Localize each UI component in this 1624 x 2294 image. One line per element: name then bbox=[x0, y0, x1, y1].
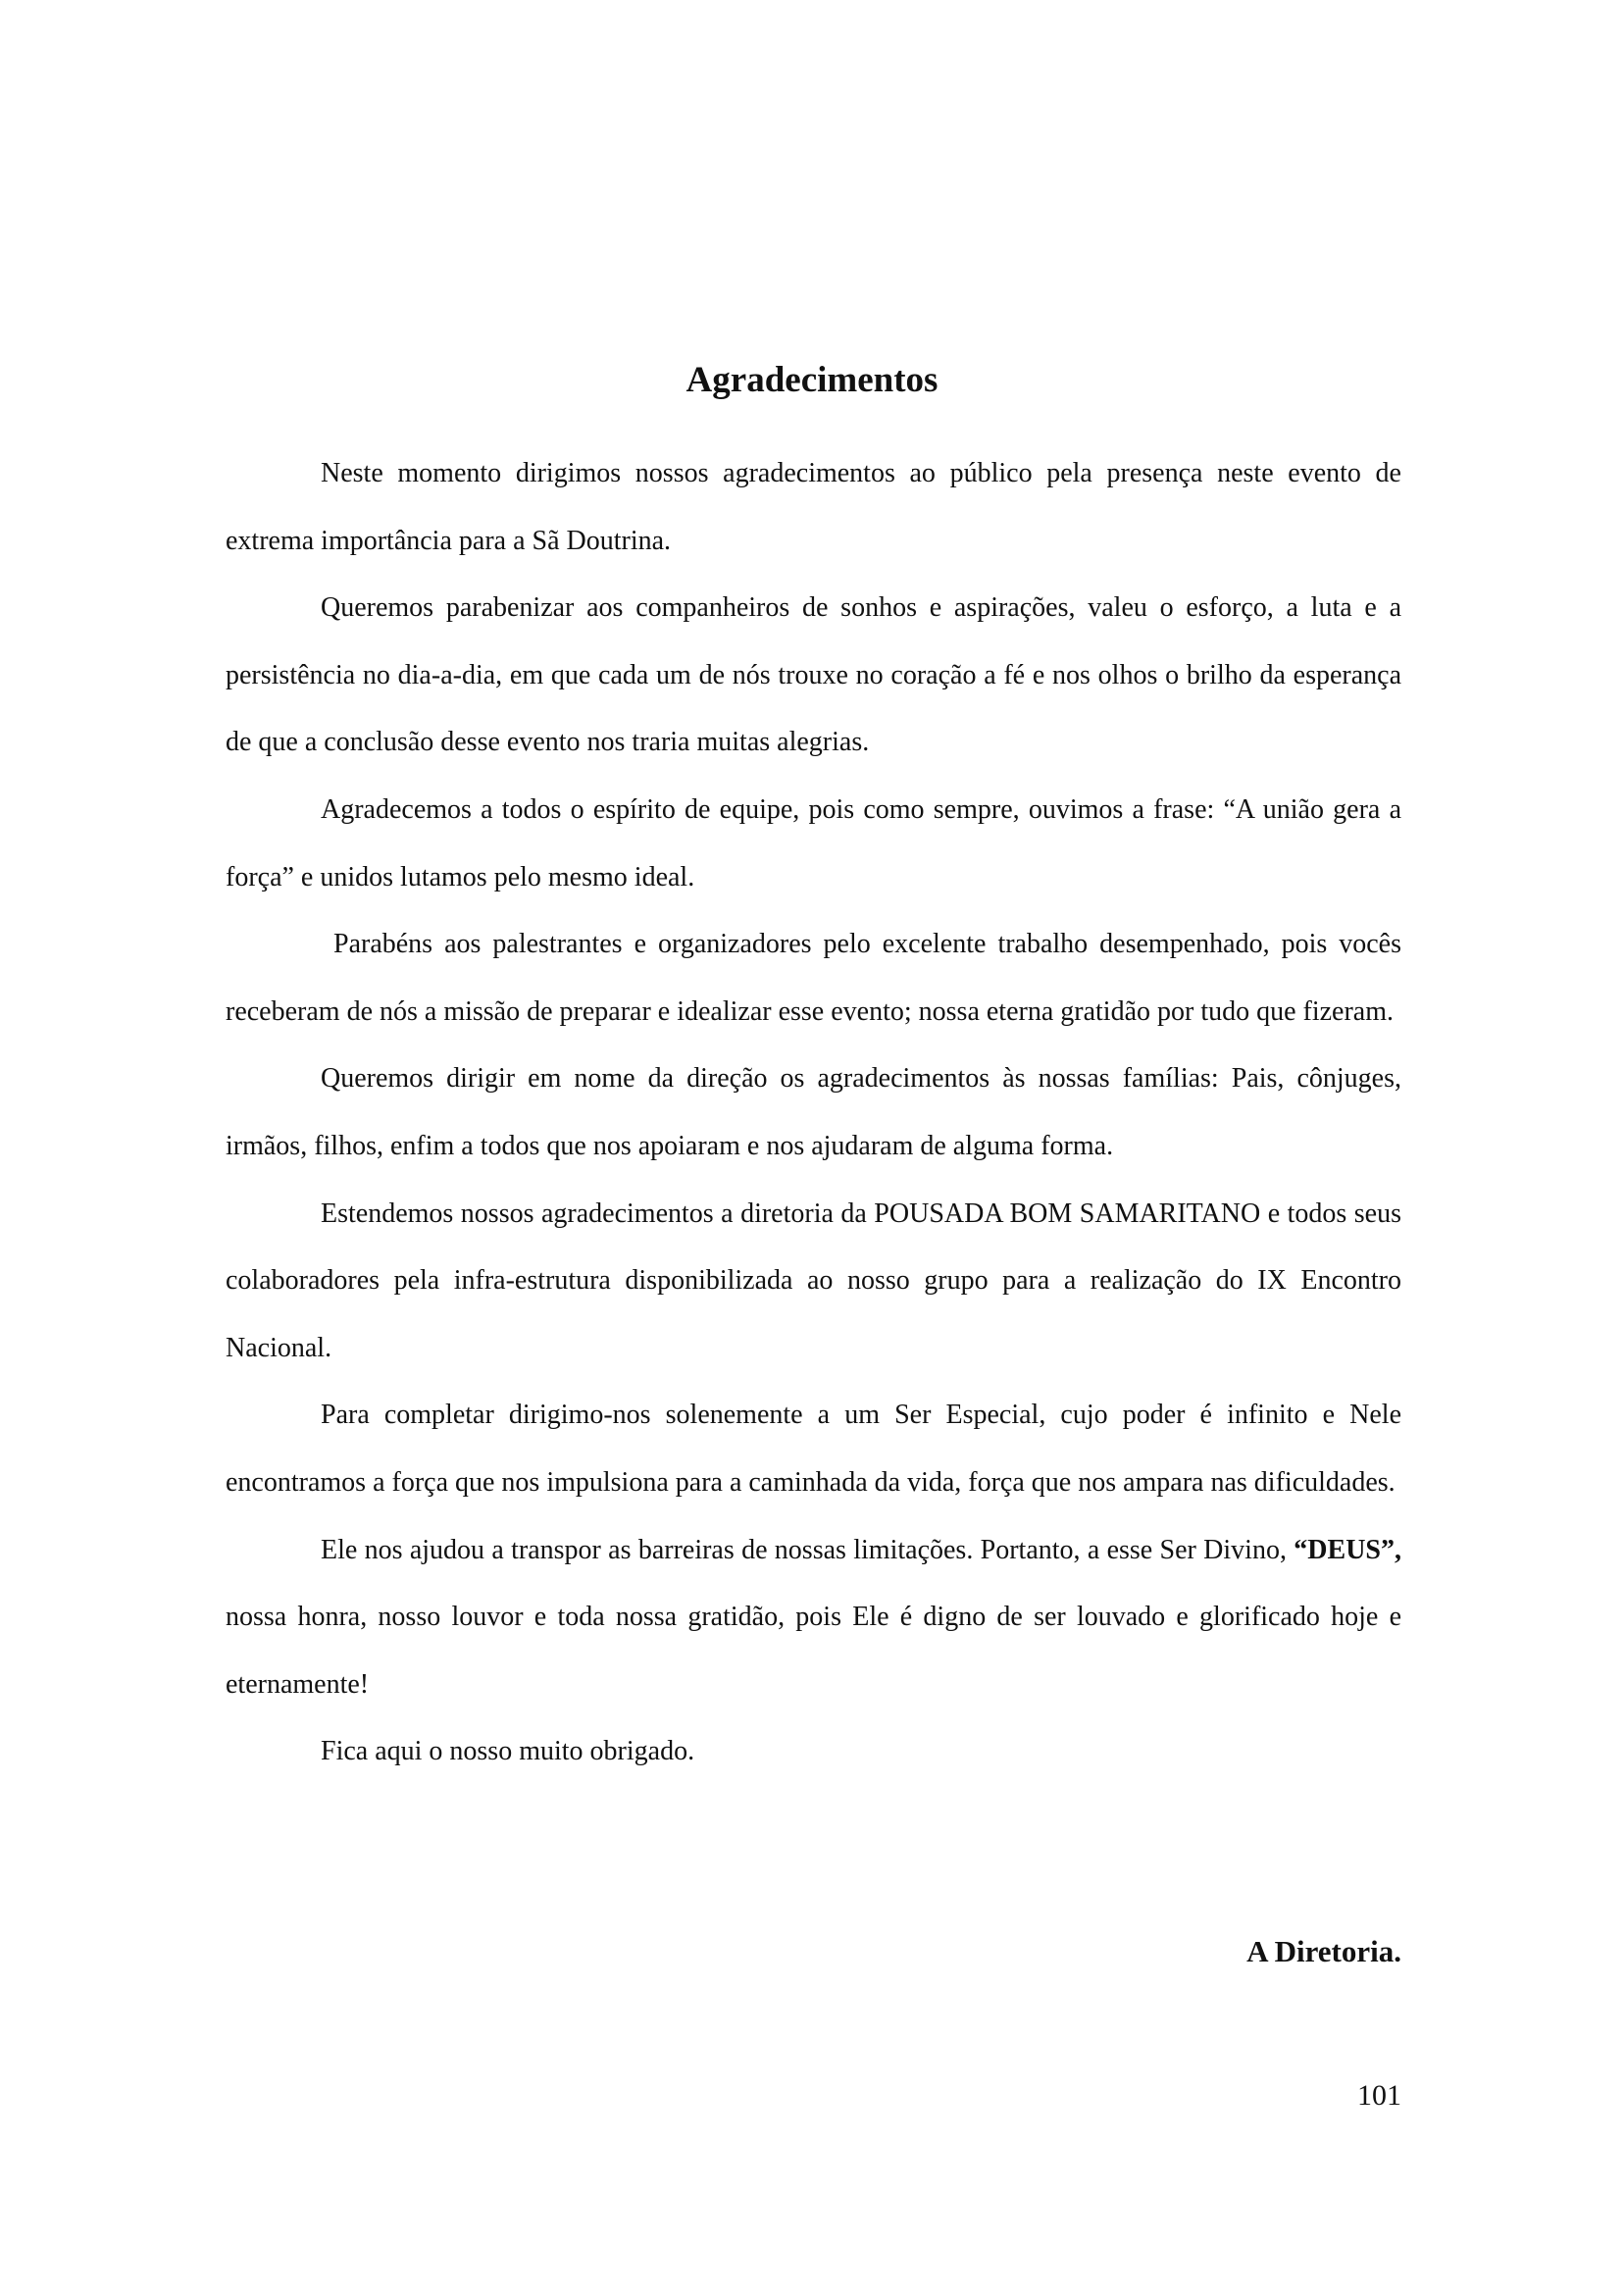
paragraph-6: Estendemos nossos agradecimentos a diretoria da POUSADA BOM SAMARITANO e todos seus colaboradores pela infra-estrutura disponibilizada ao nosso grupo para a realização do IX Encontro Nacional. bbox=[226, 1198, 1401, 1363]
paragraph-8-end: nossa honra, nosso louvor e toda nossa gratidão, pois Ele é digno de ser louvado e glorificado hoje e eternamente! bbox=[226, 1602, 1401, 1700]
page-number: 101 bbox=[1357, 2079, 1401, 2112]
paragraph-1: Neste momento dirigimos nossos agradecimentos ao público pela presença neste evento de extrema importância para a Sã Doutrina. bbox=[226, 458, 1401, 556]
page-title: Agradecimentos bbox=[685, 360, 939, 400]
paragraph-2: Queremos parabenizar aos companheiros de sonhos e aspirações, valeu o esforço, a luta e a persistência no dia-a-dia, em que cada um de nós trouxe no coração a fé e nos olhos o brilho da esperança de que a conclusão desse evento nos traria muitas alegrias. bbox=[226, 592, 1401, 758]
paragraph-7: Para completar dirigimo-nos solenemente a um Ser Especial, cujo poder é infinito e Nele encontramos a força que nos impulsiona para a caminhada da vida, força que nos ampara nas dificuldades. bbox=[226, 1400, 1401, 1498]
signature: A Diretoria. bbox=[1246, 1934, 1401, 1968]
paragraph-8-start: Ele nos ajudou a transpor as barreiras de nossas limitações. Portanto, a esse Ser Divino, bbox=[321, 1534, 1294, 1565]
deus-emphasis: “DEUS”, bbox=[1294, 1534, 1401, 1565]
paragraph-3: Agradecemos a todos o espírito de equipe, pois como sempre, ouvimos a frase: “A união gera a força” e unidos lutamos pelo mesmo ideal. bbox=[226, 793, 1401, 892]
paragraph-8 bbox=[226, 1517, 1401, 1719]
paragraph-5: Queremos dirigir em nome da direção os agradecimentos às nossas famílias: Pais, cônjuges, irmãos, filhos, enfim a todos que nos apoiaram e nos ajudaram de alguma forma. bbox=[226, 1063, 1401, 1161]
closing-paragraph: Fica aqui o nosso muito obrigado. bbox=[321, 1736, 695, 1767]
paragraph-4: Parabéns aos palestrantes e organizadores pelo excelente trabalho desempenhado, pois vocês receberam de nós a missão de preparar e idealizar esse evento; nossa eterna gratidão por tudo que fizeram. bbox=[226, 929, 1401, 1027]
body-text bbox=[226, 440, 1401, 1786]
